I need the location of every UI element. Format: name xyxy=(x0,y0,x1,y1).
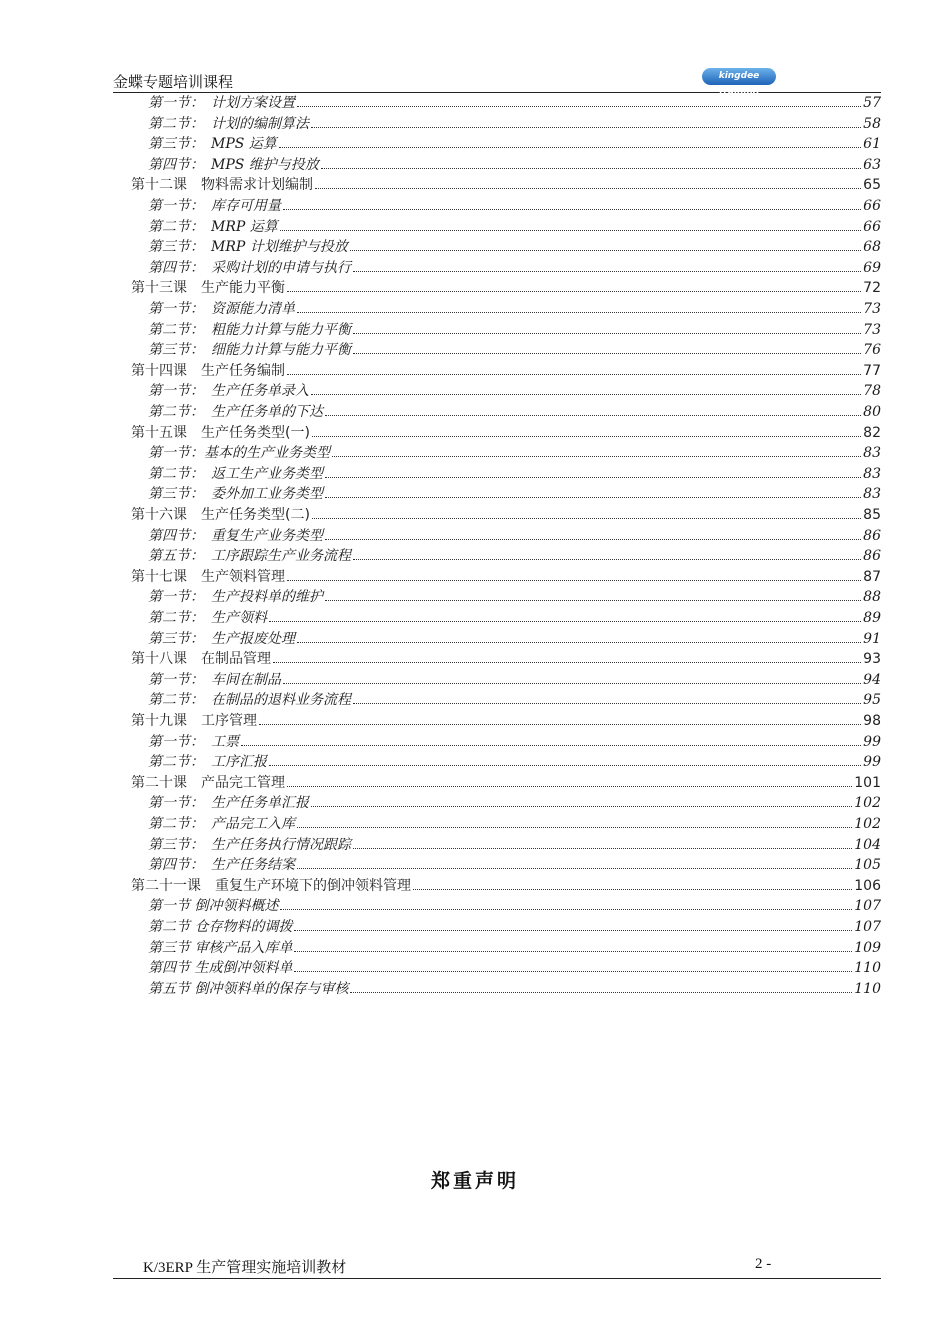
toc-entry-page: 87 xyxy=(863,568,881,585)
toc-entry xyxy=(148,855,881,875)
toc-entry xyxy=(148,526,881,546)
toc-entry-page: 61 xyxy=(863,136,881,153)
dot-leader xyxy=(294,929,852,931)
dot-leader xyxy=(279,146,861,148)
toc-entry-page: 63 xyxy=(863,156,881,173)
toc-entry-page: 86 xyxy=(863,548,881,565)
dot-leader xyxy=(294,970,852,972)
toc-entry-label: 第十五课 生产任务类型(一) xyxy=(131,424,310,441)
toc-entry-label: 第十六课 生产任务类型(二) xyxy=(131,507,310,523)
toc-entry-page: 80 xyxy=(863,404,881,420)
toc-row[interactable] xyxy=(0,340,950,360)
toc-entry xyxy=(148,134,881,154)
toc-row[interactable] xyxy=(0,855,950,875)
dot-leader xyxy=(297,311,861,313)
toc-entry-label: 第四节： 重复生产业务类型 xyxy=(148,527,323,544)
toc-entry-label: 第四节： 采购计划的申请与执行 xyxy=(148,259,351,276)
toc-entry-label: 第一节 倒冲领料概述 xyxy=(148,898,279,915)
toc-entry-label: 第三节： 细能力计算与能力平衡 xyxy=(148,342,351,359)
toc-row[interactable] xyxy=(0,175,950,195)
toc-entry-page: 93 xyxy=(863,651,881,668)
kingdee-logo: kingdee training xyxy=(702,68,776,85)
toc-row[interactable] xyxy=(0,752,950,772)
toc-entry-page: 83 xyxy=(863,445,881,462)
toc-entry-label: 第三节： 委外加工业务类型 xyxy=(148,486,323,503)
dot-leader xyxy=(241,744,861,746)
dot-leader xyxy=(321,167,861,169)
toc-entry xyxy=(148,608,881,628)
toc-entry xyxy=(131,175,881,195)
toc-entry-label: 第二节： 返工生产业务类型 xyxy=(148,465,323,482)
dot-leader xyxy=(287,785,852,787)
toc-row[interactable] xyxy=(0,711,950,731)
dot-leader xyxy=(353,702,861,704)
toc-entry-label: 第二节： 生产领料 xyxy=(148,610,267,626)
dot-leader xyxy=(325,476,861,478)
toc-row[interactable] xyxy=(0,93,950,113)
dot-leader xyxy=(283,208,861,210)
toc-entry-label: 第十四课 生产任务编制 xyxy=(131,362,285,379)
toc-entry-page: 107 xyxy=(854,919,881,935)
toc-entry-label: 第十九课 工序管理 xyxy=(131,713,257,729)
dot-leader xyxy=(269,764,861,766)
toc-row[interactable] xyxy=(0,484,950,504)
toc-entry xyxy=(148,752,881,772)
dot-leader xyxy=(325,599,861,601)
toc-entry-label: 第一节： 工票 xyxy=(148,733,239,750)
notice-title: 郑重声明 xyxy=(430,1170,519,1192)
toc-entry-page: 83 xyxy=(863,465,881,482)
toc-entry-label: 第一节： 计划方案设置 xyxy=(148,95,295,111)
dot-leader xyxy=(311,805,852,807)
toc-entry-label: 第二节： 产品完工入库 xyxy=(148,816,295,832)
dot-leader xyxy=(315,187,861,189)
toc-entry xyxy=(148,938,881,958)
page-number: 2 - xyxy=(755,1256,772,1272)
toc-entry-label: 第三节： 生产报废处理 xyxy=(148,630,295,647)
toc-entry-label: 第一节：基本的生产业务类型 xyxy=(148,445,330,462)
toc-entry-label: 第二十一课 重复生产环境下的倒冲领料管理 xyxy=(131,877,411,894)
toc-entry-label: 第十八课 在制品管理 xyxy=(131,651,271,668)
dot-leader xyxy=(259,723,861,725)
toc-entry xyxy=(148,690,881,710)
toc-entry-label: 第二节： 在制品的退料业务流程 xyxy=(148,692,351,709)
toc-row[interactable] xyxy=(0,526,950,546)
toc-entry xyxy=(148,835,881,855)
toc-row[interactable] xyxy=(0,835,950,855)
dot-leader xyxy=(287,290,861,292)
toc-row[interactable] xyxy=(0,567,950,587)
toc-entry-page: 104 xyxy=(854,836,881,853)
toc-row[interactable] xyxy=(0,649,950,669)
toc-entry-page: 66 xyxy=(863,198,881,214)
toc-row[interactable] xyxy=(0,155,950,175)
dot-leader xyxy=(312,517,861,519)
dot-leader xyxy=(269,620,861,622)
toc-entry-label: 第一节： 车间在制品 xyxy=(148,671,281,688)
toc-row[interactable] xyxy=(0,402,950,422)
toc-row[interactable] xyxy=(0,217,950,237)
toc-entry-label: 第一节： 生产任务单录入 xyxy=(148,383,309,400)
dot-leader xyxy=(283,682,861,684)
toc-entry xyxy=(131,361,881,381)
toc-entry-page: 57 xyxy=(863,95,881,111)
toc-row[interactable] xyxy=(0,629,950,649)
toc-row[interactable] xyxy=(0,278,950,298)
dot-leader xyxy=(280,229,861,231)
toc-entry-label: 第十七课 生产领料管理 xyxy=(131,568,285,585)
dot-leader xyxy=(350,249,861,251)
toc-row[interactable] xyxy=(0,361,950,381)
toc-entry xyxy=(148,217,881,237)
dot-leader xyxy=(332,455,861,457)
toc-row[interactable] xyxy=(0,917,950,937)
dot-leader xyxy=(273,661,861,663)
toc-entry xyxy=(148,629,881,649)
footer-text: K/3ERP 生产管理实施培训教材 xyxy=(143,1260,347,1276)
toc-entry xyxy=(131,649,881,669)
toc-entry-page: 68 xyxy=(863,239,881,256)
toc-entry xyxy=(148,299,881,319)
dot-leader xyxy=(280,908,852,910)
toc-entry-label: 第一节： 资源能力清单 xyxy=(148,301,295,317)
toc-entry-label: 第一节： 生产投料单的维护 xyxy=(148,589,323,606)
toc-entry-page: 101 xyxy=(854,774,881,791)
toc-row[interactable] xyxy=(0,958,950,978)
toc-row[interactable] xyxy=(0,608,950,628)
toc-entry xyxy=(148,587,881,607)
toc-entry xyxy=(131,711,881,731)
toc-row[interactable] xyxy=(0,381,950,401)
toc-entry-label: 第二节： 计划的编制算法 xyxy=(148,115,309,132)
toc-entry-page: 109 xyxy=(854,939,881,956)
toc-entry xyxy=(148,958,881,978)
toc-entry-page: 89 xyxy=(863,610,881,626)
toc-row[interactable] xyxy=(0,876,950,896)
toc-entry xyxy=(148,484,881,504)
toc-row[interactable] xyxy=(0,134,950,154)
toc-entry xyxy=(148,670,881,690)
toc-entry-page: 66 xyxy=(863,218,881,235)
toc-row[interactable] xyxy=(0,464,950,484)
dot-leader xyxy=(311,393,861,395)
toc-row[interactable] xyxy=(0,896,950,916)
toc-entry-label: 第三节 审核产品入库单 xyxy=(148,939,293,956)
toc-entry-page: 78 xyxy=(863,383,881,400)
dot-leader xyxy=(325,538,861,540)
toc-entry xyxy=(148,381,881,401)
toc-entry xyxy=(148,340,881,360)
toc-entry xyxy=(131,423,881,443)
toc-entry xyxy=(148,93,881,113)
toc-entry-label: 第二节 仓存物料的调拨 xyxy=(148,919,293,935)
toc-row[interactable] xyxy=(0,732,950,752)
toc-row[interactable] xyxy=(0,237,950,257)
toc-entry-page: 73 xyxy=(863,321,881,338)
dot-leader xyxy=(287,373,861,375)
toc-entry-page: 99 xyxy=(863,733,881,750)
dot-leader xyxy=(353,847,852,849)
toc-entry-page: 73 xyxy=(863,301,881,317)
toc-entry-label: 第四节： MPS 维护与投放 xyxy=(148,156,319,173)
toc-entry xyxy=(131,505,881,525)
toc-entry-page: 102 xyxy=(854,816,881,832)
toc-row[interactable] xyxy=(0,690,950,710)
toc-entry-label: 第二节： 工序汇报 xyxy=(148,754,267,771)
dot-leader xyxy=(413,888,852,890)
toc-entry-page: 86 xyxy=(863,527,881,544)
dot-leader xyxy=(325,414,861,416)
toc-entry-label: 第三节： MPS 运算 xyxy=(148,136,277,153)
toc-entry xyxy=(148,443,881,463)
toc-entry-label: 第五节： 工序跟踪生产业务流程 xyxy=(148,548,351,565)
toc-entry-label: 第二十课 产品完工管理 xyxy=(131,774,285,791)
toc-entry-page: 85 xyxy=(863,507,881,523)
toc-row[interactable] xyxy=(0,938,950,958)
dot-leader xyxy=(287,579,861,581)
toc-entry-page: 98 xyxy=(863,713,881,729)
toc-entry-page: 82 xyxy=(863,424,881,441)
toc-entry-label: 第二节： 粗能力计算与能力平衡 xyxy=(148,321,351,338)
toc-entry xyxy=(148,732,881,752)
toc-row[interactable] xyxy=(0,443,950,463)
toc-entry-page: 110 xyxy=(854,960,881,977)
toc-row[interactable] xyxy=(0,546,950,566)
dot-leader xyxy=(294,950,852,952)
toc-row[interactable] xyxy=(0,670,950,690)
toc-entry-page: 110 xyxy=(854,980,881,997)
toc-entry xyxy=(148,814,881,834)
toc-entry-page: 91 xyxy=(863,630,881,647)
toc-entry xyxy=(148,793,881,813)
toc-entry xyxy=(131,773,881,793)
toc-entry-page: 88 xyxy=(863,589,881,606)
toc-entry-label: 第二节： MRP 运算 xyxy=(148,218,278,235)
toc-entry-page: 99 xyxy=(863,754,881,771)
toc-row[interactable] xyxy=(0,299,950,319)
toc-entry xyxy=(131,278,881,298)
toc-row[interactable] xyxy=(0,196,950,216)
toc-entry xyxy=(131,876,881,896)
toc-row[interactable] xyxy=(0,320,950,340)
toc-entry xyxy=(131,567,881,587)
dot-leader xyxy=(353,558,861,560)
toc-entry-page: 102 xyxy=(854,795,881,812)
header-title: 金蝶专题培训课程 xyxy=(113,73,234,91)
toc-entry-page: 72 xyxy=(863,280,881,297)
toc-entry-page: 69 xyxy=(863,259,881,276)
toc-entry xyxy=(148,320,881,340)
toc-entry xyxy=(148,546,881,566)
toc-entry-page: 83 xyxy=(863,486,881,503)
toc-entry xyxy=(148,464,881,484)
toc-entry-page: 94 xyxy=(863,671,881,688)
toc-entry-page: 106 xyxy=(854,877,881,894)
toc-row[interactable] xyxy=(0,423,950,443)
toc-entry-page: 58 xyxy=(863,115,881,132)
dot-leader xyxy=(353,332,861,334)
dot-leader xyxy=(353,270,861,272)
toc-entry-label: 第五节 倒冲领料单的保存与审核 xyxy=(148,980,349,997)
toc-entry-label: 第二节： 生产任务单的下达 xyxy=(148,404,323,420)
page-footer xyxy=(113,1256,881,1279)
toc-entry-page: 105 xyxy=(854,857,881,874)
toc-entry xyxy=(148,155,881,175)
dot-leader xyxy=(297,641,861,643)
dot-leader xyxy=(312,435,861,437)
toc-entry-page: 95 xyxy=(863,692,881,709)
dot-leader xyxy=(311,126,861,128)
toc-entry-label: 第四节 生成倒冲领料单 xyxy=(148,960,293,977)
toc-entry-label: 第一节： 库存可用量 xyxy=(148,198,281,214)
toc-row[interactable] xyxy=(0,587,950,607)
toc-entry xyxy=(148,196,881,216)
toc-row[interactable] xyxy=(0,979,950,999)
toc-entry-label: 第三节： 生产任务执行情况跟踪 xyxy=(148,836,351,853)
toc-entry-page: 77 xyxy=(863,362,881,379)
toc-entry xyxy=(148,258,881,278)
toc-entry xyxy=(148,979,881,999)
dot-leader xyxy=(297,105,861,107)
toc-entry-label: 第一节： 生产任务单汇报 xyxy=(148,795,309,812)
dot-leader xyxy=(353,352,861,354)
toc-row[interactable] xyxy=(0,793,950,813)
toc-row[interactable] xyxy=(0,258,950,278)
toc-entry xyxy=(148,402,881,422)
toc-entry-label: 第十二课 物料需求计划编制 xyxy=(131,177,313,194)
toc-entry xyxy=(148,896,881,916)
toc-entry xyxy=(148,917,881,937)
toc-entry xyxy=(148,237,881,257)
toc-entry-label: 第四节： 生产任务结案 xyxy=(148,857,295,874)
toc-entry-page: 107 xyxy=(854,898,881,915)
dot-leader xyxy=(297,826,852,828)
toc-entry-page: 76 xyxy=(863,342,881,359)
toc-entry-label: 第十三课 生产能力平衡 xyxy=(131,280,285,297)
toc-row[interactable] xyxy=(0,814,950,834)
toc-row[interactable] xyxy=(0,505,950,525)
dot-leader xyxy=(325,496,861,498)
toc-entry-label: 第三节： MRP 计划维护与投放 xyxy=(148,239,348,256)
toc-row[interactable] xyxy=(0,114,950,134)
toc-entry-page: 65 xyxy=(863,177,881,194)
toc-entry xyxy=(148,114,881,134)
dot-leader xyxy=(350,991,852,993)
dot-leader xyxy=(297,867,852,869)
toc-row[interactable] xyxy=(0,773,950,793)
page-header xyxy=(113,70,881,98)
